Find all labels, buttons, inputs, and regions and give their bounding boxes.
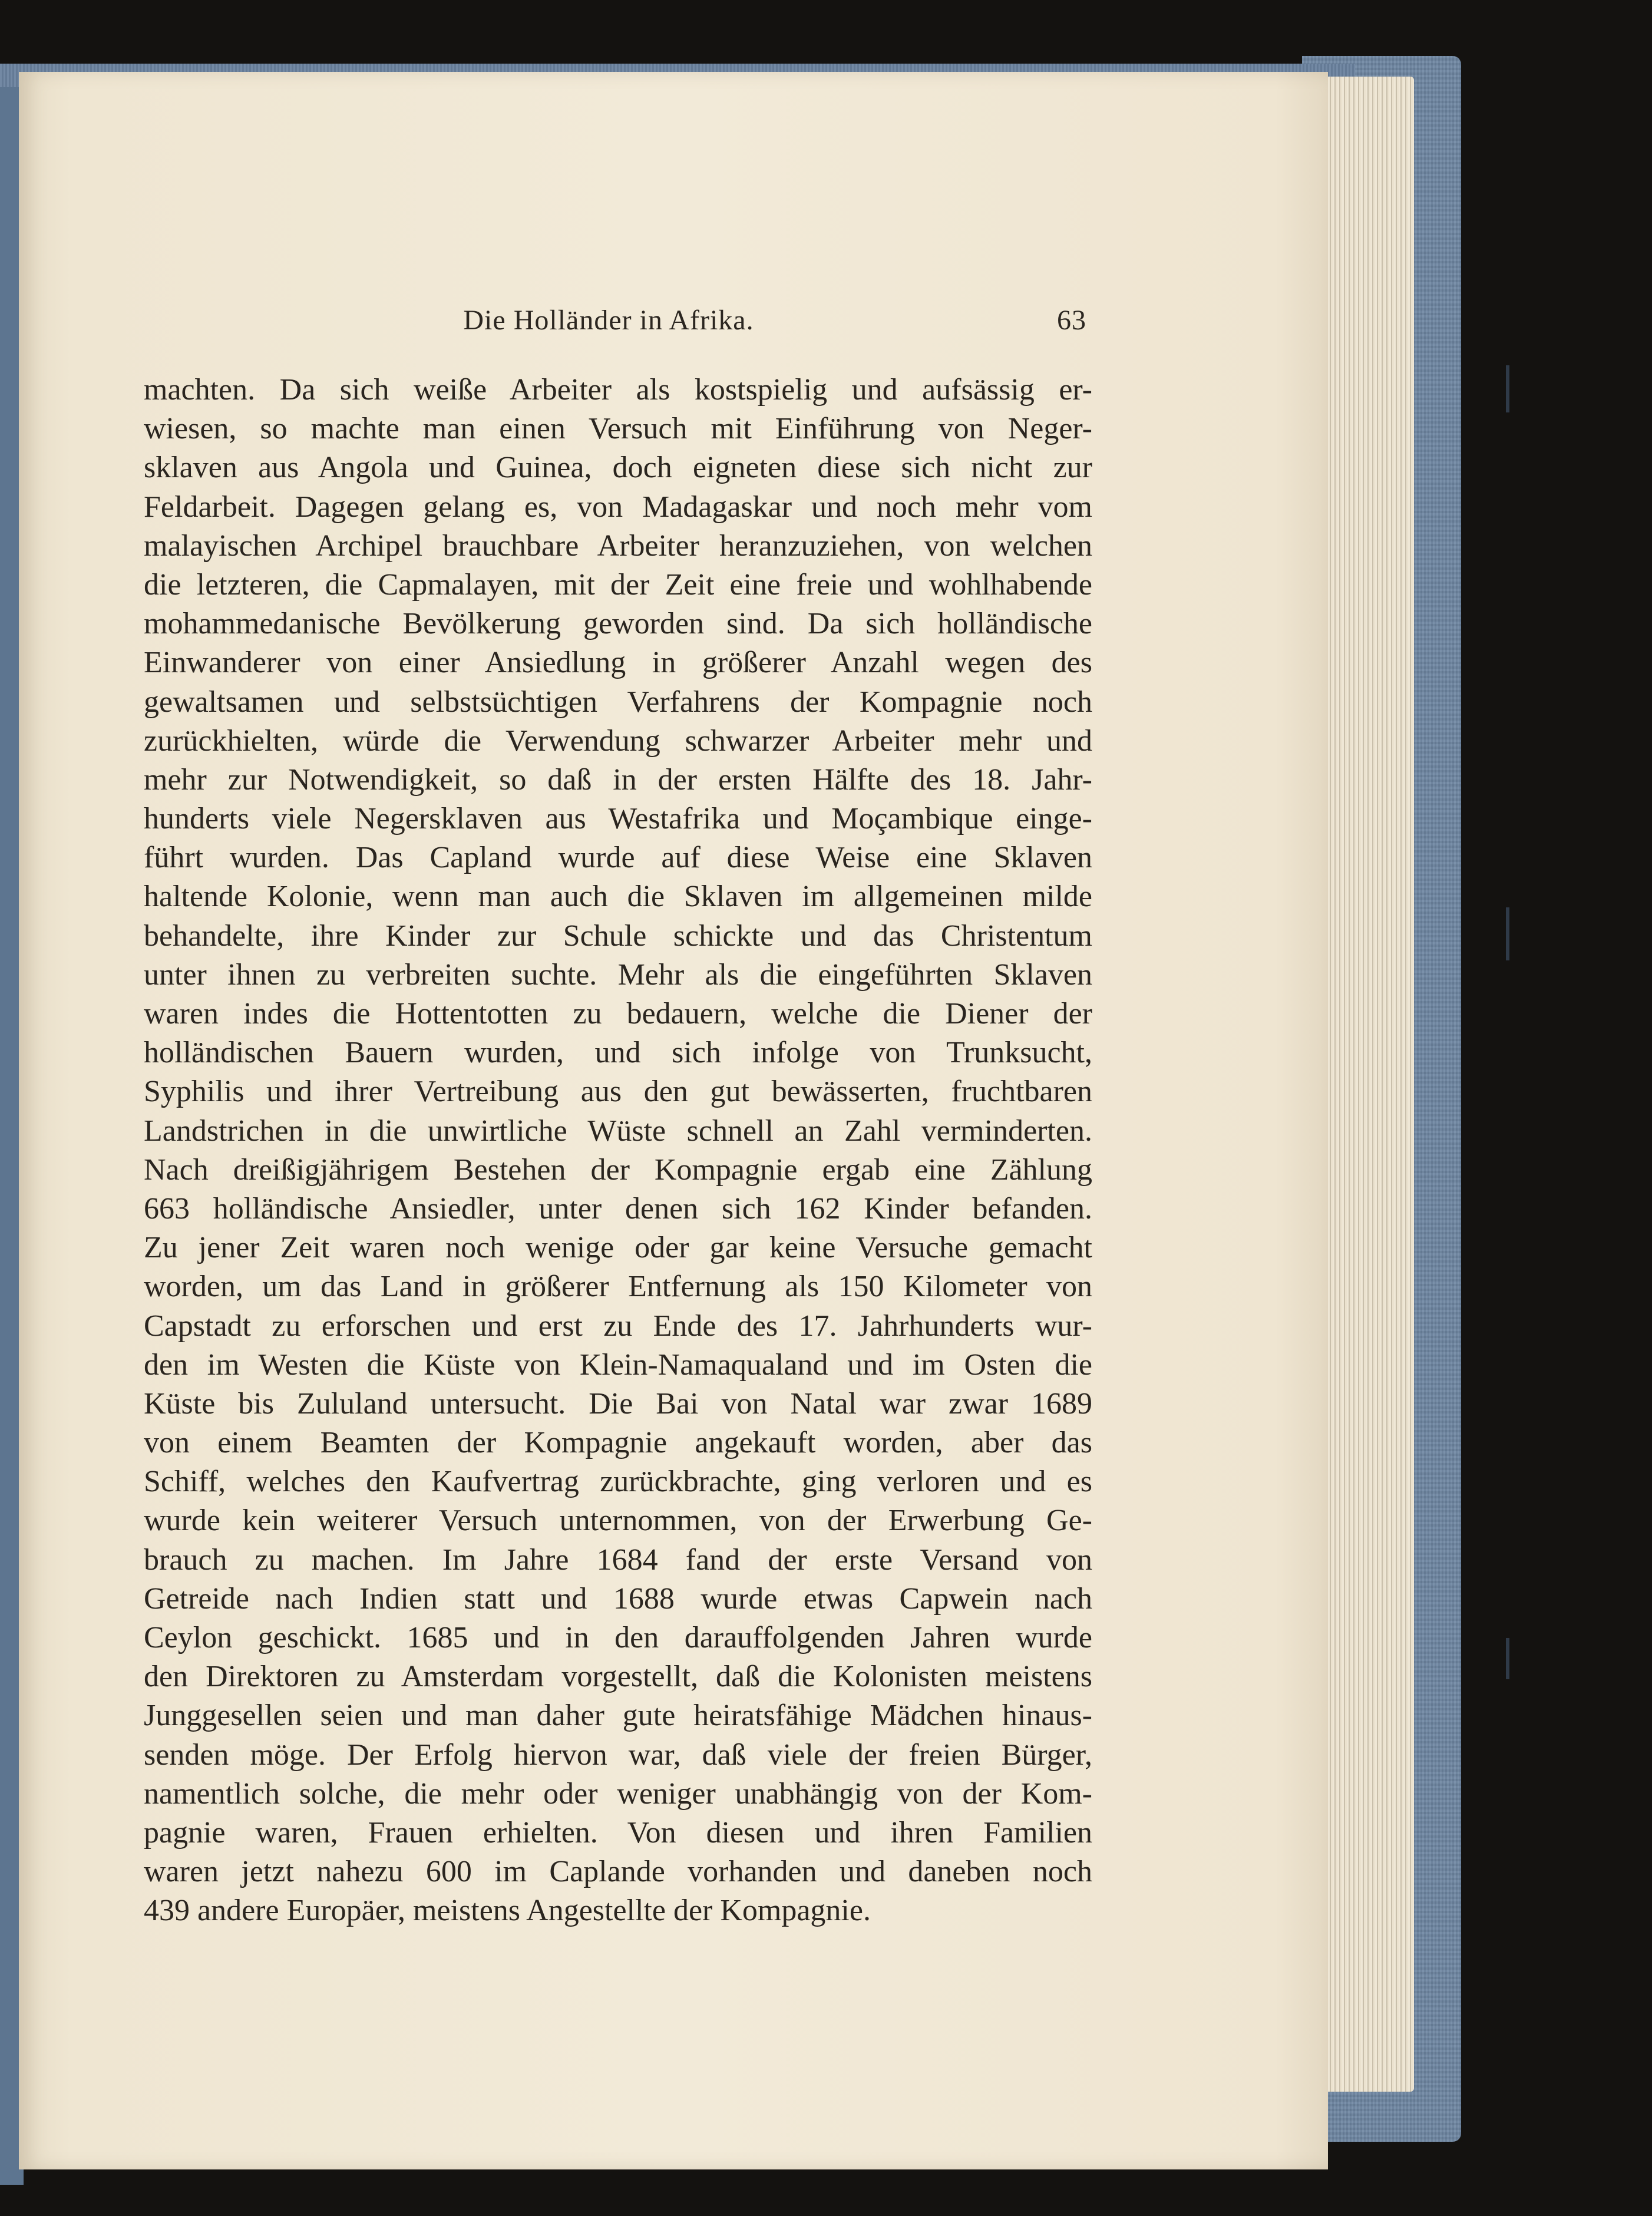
running-head	[131, 304, 1086, 345]
text-line: den im Westen die Küste von Klein-Namaqualand und im Osten die	[144, 1348, 1092, 1382]
text-line: Landstrichen in die unwirtliche Wüste schnell an Zahl verminderten.	[144, 1114, 1092, 1148]
text-line: holländischen Bauern wurden, und sich infolge von Trunksucht,	[144, 1036, 1092, 1070]
text-line: von einem Beamten der Kompagnie angekauft worden, aber das	[144, 1426, 1092, 1460]
text-line: unter ihnen zu verbreiten suchte. Mehr als die eingeführten Sklaven	[144, 957, 1092, 992]
cover-mark	[1506, 1638, 1509, 1679]
text-line: hunderts viele Negersklaven aus Westafrika und Moçambique einge-	[144, 802, 1092, 836]
text-line: waren indes die Hottentotten zu bedauern, welche die Diener der	[144, 997, 1092, 1031]
text-line: Zu jener Zeit waren noch wenige oder gar keine Versuche gemacht	[144, 1231, 1092, 1265]
book-page	[19, 72, 1328, 2169]
text-line: Nach dreißigjährigem Bestehen der Kompagnie ergab eine Zählung	[144, 1152, 1092, 1187]
text-line: führt wurden. Das Capland wurde auf diese Weise eine Sklaven	[144, 841, 1092, 875]
text-line: haltende Kolonie, wenn man auch die Sklaven im allgemeinen milde	[144, 880, 1092, 914]
text-line: Syphilis und ihrer Vertreibung aus den gut bewässerten, fruchtbaren	[144, 1075, 1092, 1109]
text-line: wurde kein weiterer Versuch unternommen, von der Erwerbung Ge-	[144, 1504, 1092, 1538]
text-line: Schiff, welches den Kaufvertrag zurückbrachte, ging verloren und es	[144, 1465, 1092, 1499]
running-head-title: Die Holländer in Afrika.	[463, 305, 754, 336]
text-line: sklaven aus Angola und Guinea, doch eigneten diese sich nicht zur	[144, 451, 1092, 485]
text-line: mohammedanische Bevölkerung geworden sind. Da sich holländische	[144, 607, 1092, 641]
page-number: 63	[1057, 305, 1086, 336]
text-line: worden, um das Land in größerer Entfernung als 150 Kilometer von	[144, 1270, 1092, 1304]
text-line: Küste bis Zululand untersucht. Die Bai von Natal war zwar 1689	[144, 1386, 1092, 1421]
text-line: mehr zur Notwendigkeit, so daß in der ersten Hälfte des 18. Jahr-	[144, 762, 1092, 797]
text-line: Junggesellen seien und man daher gute heiratsfähige Mädchen hinaus-	[144, 1699, 1092, 1733]
text-line: behandelte, ihre Kinder zur Schule schickte und das Christentum	[144, 919, 1092, 953]
text-line: Einwanderer von einer Ansiedlung in größerer Anzahl wegen des	[144, 646, 1092, 680]
text-line: den Direktoren zu Amsterdam vorgestellt, daß die Kolonisten meistens	[144, 1660, 1092, 1694]
text-line: wiesen, so machte man einen Versuch mit Einführung von Neger-	[144, 412, 1092, 446]
text-line: gewaltsamen und selbstsüchtigen Verfahrens der Kompagnie noch	[144, 685, 1092, 719]
text-line: senden möge. Der Erfolg hiervon war, daß viele der freien Bürger,	[144, 1738, 1092, 1772]
cover-mark	[1506, 907, 1509, 960]
text-line: Getreide nach Indien statt und 1688 wurde etwas Capwein nach	[144, 1581, 1092, 1616]
text-line: 439 andere Europäer, meistens Angestellte der Kompagnie.	[144, 1894, 871, 1928]
text-line: machten. Da sich weiße Arbeiter als kostspielig und aufsässig er-	[144, 373, 1092, 407]
text-line: Capstadt zu erforschen und erst zu Ende des 17. Jahrhunderts wur-	[144, 1309, 1092, 1343]
text-line: brauch zu machen. Im Jahre 1684 fand der erste Versand von	[144, 1543, 1092, 1577]
page-block-edges	[1314, 77, 1414, 2092]
text-line: Ceylon geschickt. 1685 und in den darauffolgenden Jahren wurde	[144, 1621, 1092, 1654]
text-line: malayischen Archipel brauchbare Arbeiter heranzuziehen, von welchen	[144, 529, 1092, 563]
text-line: waren jetzt nahezu 600 im Caplande vorhanden und daneben noch	[144, 1855, 1092, 1889]
text-line: 663 holländische Ansiedler, unter denen sich 162 Kinder befanden.	[144, 1191, 1092, 1226]
text-line: Feldarbeit. Dagegen gelang es, von Madagaskar und noch mehr vom	[144, 490, 1092, 524]
text-line: zurückhielten, würde die Verwendung schwarzer Arbeiter mehr und	[144, 724, 1092, 758]
body-text	[144, 371, 1092, 1931]
text-line: die letzteren, die Capmalayen, mit der Zeit eine freie und wohlhabende	[144, 567, 1092, 602]
text-line: pagnie waren, Frauen erhielten. Von diesen und ihren Familien	[144, 1815, 1092, 1850]
text-line: namentlich solche, die mehr oder weniger unabhängig von der Kom-	[144, 1776, 1092, 1811]
cover-mark	[1506, 365, 1509, 412]
